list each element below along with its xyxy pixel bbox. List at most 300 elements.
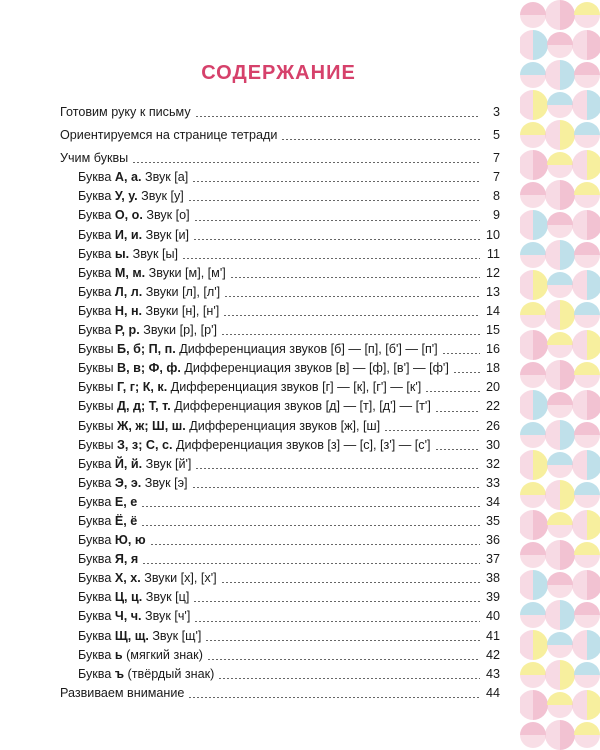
toc-page-number: 7	[492, 170, 500, 185]
toc-entry-label	[78, 264, 226, 283]
toc-page-number: 16	[485, 342, 500, 357]
toc-entry-suffix: Звук [ч']	[141, 609, 191, 624]
half-circle-shape	[545, 360, 560, 390]
half-circle-shape	[574, 662, 600, 675]
toc-entry-letter: Э, э.	[114, 475, 142, 490]
toc-entry-prefix: Буква	[78, 647, 115, 662]
toc-entry-prefix: Учим буквы	[60, 151, 129, 166]
toc-page-number: 38	[485, 571, 500, 586]
toc-entry-letter: Г, г; К, к.	[117, 380, 168, 395]
toc-entry	[60, 149, 500, 168]
toc-entry-prefix: Буква	[78, 208, 115, 223]
half-circle-shape	[520, 135, 546, 148]
dot-leader	[223, 315, 480, 316]
half-circle-shape	[520, 510, 533, 540]
half-circle-shape	[520, 362, 546, 375]
half-circle-shape	[587, 330, 600, 360]
toc-entry-label	[60, 684, 184, 703]
half-circle-shape	[574, 495, 600, 508]
toc-entry-label	[78, 226, 189, 245]
toc-entry-letter: Р, р.	[114, 323, 140, 338]
half-circle-shape	[520, 542, 546, 555]
half-circle-shape	[520, 422, 546, 435]
dot-leader	[188, 200, 480, 201]
toc-entry-label	[78, 455, 191, 474]
dot-leader	[192, 181, 480, 182]
toc-entry-label	[78, 302, 219, 321]
toc-entry-label	[78, 474, 188, 493]
half-circle-shape	[587, 390, 600, 420]
toc-entry-label	[60, 103, 191, 122]
toc-entry-prefix: Буква	[78, 189, 115, 204]
half-circle-shape	[574, 542, 600, 555]
toc-page-number: 3	[492, 105, 500, 119]
dot-leader	[218, 678, 480, 679]
toc-entry-label	[78, 493, 137, 512]
half-circle-shape	[547, 405, 573, 418]
half-circle-shape	[547, 392, 573, 405]
half-circle-shape	[520, 662, 546, 675]
dot-leader	[142, 563, 480, 564]
toc-entry	[60, 474, 500, 493]
half-circle-shape	[560, 720, 575, 750]
half-circle-shape	[572, 450, 587, 480]
half-circle-shape	[572, 270, 587, 300]
half-circle-shape	[547, 452, 573, 465]
toc-entry	[60, 588, 500, 607]
dot-leader	[141, 506, 480, 507]
half-circle-shape	[574, 602, 600, 615]
half-circle-shape	[560, 600, 575, 630]
half-circle-shape	[574, 255, 600, 268]
toc-entry-label	[78, 417, 380, 436]
half-circle-shape	[574, 302, 600, 315]
toc-entry	[60, 646, 500, 665]
toc-entry-suffix: Дифференциация звуков [ж], [ш]	[185, 418, 381, 433]
half-circle-shape	[574, 195, 600, 208]
toc-entry-label	[78, 206, 190, 225]
toc-entry	[60, 569, 500, 588]
toc-page-number: 30	[485, 437, 500, 452]
half-circle-shape	[574, 675, 600, 688]
half-circle-shape	[520, 435, 546, 448]
dot-leader	[193, 601, 480, 602]
dot-leader	[453, 372, 480, 373]
half-circle-shape	[547, 105, 573, 118]
half-circle-shape	[547, 45, 573, 58]
toc-entry	[60, 397, 500, 416]
half-circle-shape	[520, 62, 546, 75]
half-circle-shape	[560, 420, 575, 450]
toc-entry-suffix: Звук [щ']	[148, 628, 202, 643]
dot-leader	[230, 277, 480, 278]
toc-entry	[60, 340, 500, 359]
half-circle-shape	[560, 0, 575, 30]
half-circle-shape	[587, 450, 600, 480]
toc-entry-suffix: Дифференциация звуков [г] — [к], [г'] — [к']	[167, 380, 422, 395]
toc-entry-letter: Ц, ц.	[114, 590, 143, 605]
toc-entry-prefix: Буквы	[78, 342, 118, 357]
toc-page-number: 35	[485, 513, 500, 528]
half-circle-shape	[545, 660, 560, 690]
toc-page-number: 12	[485, 265, 500, 280]
toc-entry-prefix: Буквы	[78, 380, 118, 395]
toc-entry	[60, 321, 500, 340]
half-circle-shape	[545, 0, 560, 30]
toc-page-number: 22	[485, 399, 500, 414]
toc-entry-suffix: Звуки [л], [л']	[142, 284, 221, 299]
toc-entry-prefix: Буква	[78, 265, 115, 280]
toc-page-number: 40	[485, 609, 500, 624]
half-circle-shape	[572, 570, 587, 600]
half-circle-shape	[574, 555, 600, 568]
half-circle-shape	[547, 705, 573, 718]
toc-page-number: 36	[485, 533, 500, 548]
toc-entry-prefix: Буква	[78, 628, 115, 643]
toc-entry	[60, 436, 500, 455]
toc-entry-letter: М, м.	[114, 265, 146, 280]
toc-entry-suffix: (твёрдый знак)	[124, 666, 215, 681]
half-circle-shape	[520, 390, 533, 420]
toc-entry-label	[60, 126, 277, 145]
half-circle-shape	[587, 270, 600, 300]
toc-entry-suffix: Звуки [р], [р']	[139, 323, 217, 338]
toc-entry	[60, 245, 500, 264]
half-circle-shape	[533, 90, 548, 120]
dot-leader	[435, 449, 480, 450]
half-circle-shape	[547, 645, 573, 658]
half-circle-shape	[587, 150, 600, 180]
half-circle-shape	[520, 450, 533, 480]
half-circle-shape	[574, 122, 600, 135]
half-circle-shape	[574, 182, 600, 195]
half-circle-shape	[560, 540, 575, 570]
half-circle-shape	[547, 165, 573, 178]
half-circle-shape	[574, 735, 600, 748]
half-circle-shape	[547, 92, 573, 105]
half-circle-shape	[560, 300, 575, 330]
half-circle-shape	[572, 210, 587, 240]
toc-entry-letter: ь	[114, 647, 123, 662]
toc-entry-label	[78, 627, 201, 646]
toc-page-number: 43	[485, 666, 500, 681]
toc-entry	[60, 607, 500, 626]
half-circle-shape	[520, 2, 546, 15]
half-circle-shape	[520, 255, 546, 268]
half-circle-shape	[545, 120, 560, 150]
table-of-contents	[60, 103, 500, 703]
half-circle-shape	[533, 390, 548, 420]
toc-entry-prefix: Готовим руку к письму	[60, 105, 191, 119]
dot-leader	[182, 258, 480, 259]
half-circle-shape	[533, 450, 548, 480]
half-circle-shape	[547, 512, 573, 525]
half-circle-shape	[545, 600, 560, 630]
toc-page-number: 33	[485, 475, 500, 490]
half-circle-shape	[520, 210, 533, 240]
toc-entry	[60, 550, 500, 569]
toc-entry-suffix: Звуки [х], [х']	[140, 571, 217, 586]
toc-entry	[60, 103, 500, 122]
half-circle-shape	[520, 570, 533, 600]
half-circle-shape	[572, 30, 587, 60]
toc-entry-label	[60, 149, 128, 168]
toc-entry-letter: З, з; С, с.	[117, 437, 173, 452]
toc-entry	[60, 493, 500, 512]
half-circle-shape	[520, 75, 546, 88]
half-circle-shape	[520, 30, 533, 60]
dot-leader	[195, 468, 480, 469]
toc-entry	[60, 206, 500, 225]
toc-entry-letter: А, а.	[114, 170, 142, 185]
toc-entry-prefix: Буквы	[78, 437, 118, 452]
toc-entry-suffix: (мягкий знак)	[122, 647, 203, 662]
half-circle-shape	[520, 15, 546, 28]
dot-leader	[192, 487, 480, 488]
half-circle-shape	[547, 285, 573, 298]
half-circle-shape	[533, 570, 548, 600]
half-circle-shape	[574, 75, 600, 88]
toc-entry-letter: Е, е	[114, 494, 138, 509]
half-circle-shape	[572, 330, 587, 360]
dot-leader	[188, 697, 480, 698]
half-circle-shape	[520, 122, 546, 135]
half-circle-shape	[545, 60, 560, 90]
dot-leader	[193, 239, 480, 240]
dot-leader	[281, 139, 480, 140]
toc-entry-label	[78, 340, 438, 359]
toc-entry-letter: ы.	[114, 246, 130, 261]
toc-entry-suffix: Звук [э]	[141, 475, 188, 490]
half-circle-shape	[574, 242, 600, 255]
half-circle-shape	[560, 480, 575, 510]
half-circle-shape	[587, 630, 600, 660]
half-circle-shape	[547, 585, 573, 598]
half-circle-shape	[560, 180, 575, 210]
decorative-pattern	[520, 0, 600, 750]
half-circle-shape	[520, 195, 546, 208]
half-circle-shape	[547, 32, 573, 45]
toc-entry	[60, 359, 500, 378]
toc-entry-suffix: Звук [ы]	[129, 246, 178, 261]
toc-entry	[60, 168, 500, 187]
half-circle-shape	[560, 360, 575, 390]
half-circle-shape	[520, 270, 533, 300]
half-circle-shape	[587, 30, 600, 60]
half-circle-shape	[587, 210, 600, 240]
toc-page-number: 10	[485, 227, 500, 242]
toc-page-number: 37	[485, 552, 500, 567]
dot-leader	[194, 220, 480, 221]
toc-entry-letter: Ю, ю	[114, 533, 146, 548]
toc-entry-prefix: Буквы	[78, 399, 118, 414]
toc-entry-label	[78, 569, 217, 588]
toc-entry	[60, 531, 500, 550]
half-circle-shape	[545, 180, 560, 210]
half-circle-shape	[587, 690, 600, 720]
toc-entry-prefix: Буквы	[78, 418, 118, 433]
half-circle-shape	[574, 435, 600, 448]
half-circle-shape	[587, 570, 600, 600]
dot-leader	[425, 391, 480, 392]
toc-page-number: 34	[485, 494, 500, 509]
toc-entry-suffix: Звуки [н], [н']	[142, 303, 220, 318]
dot-leader	[195, 116, 480, 117]
toc-entry-prefix: Буква	[78, 513, 115, 528]
toc-entry-suffix: Дифференциация звуков [в] — [ф], [в'] — [ф']	[180, 361, 449, 376]
toc-entry-label	[78, 397, 431, 416]
half-circle-shape	[545, 420, 560, 450]
toc-entry-prefix: Буква	[78, 456, 115, 471]
half-circle-shape	[547, 572, 573, 585]
toc-entry-suffix: Звук [о]	[142, 208, 190, 223]
toc-entry-suffix: Звук [ц]	[142, 590, 190, 605]
half-circle-shape	[574, 135, 600, 148]
half-circle-shape	[520, 555, 546, 568]
toc-page-number: 5	[492, 128, 500, 143]
toc-entry-suffix: Звук [а]	[141, 170, 189, 185]
toc-page-number: 7	[492, 151, 500, 166]
toc-entry-label	[78, 436, 431, 455]
half-circle-shape	[520, 150, 533, 180]
half-circle-shape	[574, 62, 600, 75]
half-circle-shape	[533, 30, 548, 60]
half-circle-shape	[520, 482, 546, 495]
dot-leader	[221, 334, 480, 335]
toc-entry-prefix: Буква	[78, 666, 115, 681]
toc-page-number: 13	[485, 284, 500, 299]
half-circle-shape	[520, 90, 533, 120]
toc-entry-suffix: Дифференциация звуков [б] — [п], [б'] — [п']	[175, 342, 438, 357]
dot-leader	[205, 640, 480, 641]
toc-entry-letter: ъ	[114, 666, 125, 681]
half-circle-shape	[547, 272, 573, 285]
toc-entry-label	[78, 321, 217, 340]
toc-page-number: 32	[485, 456, 500, 471]
toc-page-number: 18	[485, 361, 500, 376]
toc-entry-prefix: Буква	[78, 170, 115, 185]
half-circle-shape	[533, 630, 548, 660]
toc-entry-label	[78, 607, 190, 626]
toc-entry-prefix: Буква	[78, 590, 115, 605]
toc-entry-prefix: Буква	[78, 552, 115, 567]
half-circle-shape	[574, 315, 600, 328]
dot-leader	[194, 621, 480, 622]
half-circle-shape	[533, 210, 548, 240]
toc-entry-label	[78, 665, 214, 684]
half-circle-shape	[520, 330, 533, 360]
toc-entry-prefix: Ориентируемся на странице тетради	[60, 128, 278, 143]
half-circle-shape	[574, 375, 600, 388]
toc-entry-prefix: Буква	[78, 494, 115, 509]
half-circle-shape	[574, 422, 600, 435]
half-circle-shape	[572, 690, 587, 720]
toc-entry-prefix: Буква	[78, 246, 115, 261]
half-circle-shape	[533, 330, 548, 360]
toc-entry-letter: Х, х.	[114, 571, 141, 586]
half-circle-shape	[520, 615, 546, 628]
toc-page-number: 9	[492, 208, 500, 223]
toc-page-number: 11	[486, 246, 500, 261]
half-circle-shape	[574, 2, 600, 15]
toc-entry-letter: И, и.	[114, 227, 143, 242]
half-circle-shape	[520, 690, 533, 720]
toc-entry-prefix: Развиваем внимание	[60, 685, 185, 700]
toc-entry	[60, 264, 500, 283]
half-circle-shape	[587, 510, 600, 540]
toc-entry-label	[78, 283, 220, 302]
half-circle-shape	[547, 632, 573, 645]
half-circle-shape	[545, 720, 560, 750]
toc-entry	[60, 226, 500, 245]
half-circle-shape	[533, 150, 548, 180]
toc-entry-letter: Л, л.	[114, 284, 143, 299]
half-circle-shape	[574, 482, 600, 495]
half-circle-shape	[520, 242, 546, 255]
toc-entry-suffix: Дифференциация звуков [д] — [т], [д'] — [т']	[170, 399, 431, 414]
toc-page-number: 44	[485, 685, 500, 700]
toc-entry-label	[78, 588, 189, 607]
toc-page-number: 41	[485, 628, 500, 643]
toc-entry-label	[78, 531, 146, 550]
toc-entry-prefix: Буква	[78, 533, 115, 548]
toc-entry	[60, 665, 500, 684]
toc-entry	[60, 187, 500, 206]
dot-leader	[384, 430, 480, 431]
toc-entry	[60, 512, 500, 531]
half-circle-shape	[547, 152, 573, 165]
toc-entry-prefix: Буква	[78, 571, 115, 586]
half-circle-shape	[520, 602, 546, 615]
toc-entry-prefix: Буква	[78, 475, 115, 490]
dot-leader	[442, 353, 480, 354]
toc-entry-label	[78, 168, 188, 187]
toc-entry-label	[78, 378, 421, 397]
half-circle-shape	[547, 225, 573, 238]
toc-entry-label	[78, 245, 178, 264]
half-circle-shape	[520, 722, 546, 735]
toc-entry-prefix: Буква	[78, 284, 115, 299]
half-circle-shape	[572, 630, 587, 660]
half-circle-shape	[560, 660, 575, 690]
dot-leader	[435, 411, 480, 412]
toc-page-number: 39	[485, 590, 500, 605]
toc-entry	[60, 378, 500, 397]
half-circle-shape	[560, 120, 575, 150]
dot-leader	[221, 582, 480, 583]
half-circle-shape	[572, 150, 587, 180]
toc-entry-letter: В, в; Ф, ф.	[117, 361, 181, 376]
toc-page-number: 20	[485, 380, 500, 395]
half-circle-shape	[520, 315, 546, 328]
half-circle-shape	[545, 240, 560, 270]
half-circle-shape	[533, 510, 548, 540]
half-circle-shape	[572, 510, 587, 540]
half-circle-shape	[587, 90, 600, 120]
dot-leader	[224, 296, 480, 297]
toc-entry-letter: Щ, щ.	[114, 628, 149, 643]
toc-entry-label	[78, 646, 203, 665]
half-circle-shape	[545, 480, 560, 510]
toc-entry	[60, 417, 500, 436]
half-circle-shape	[533, 270, 548, 300]
half-circle-shape	[572, 90, 587, 120]
half-circle-shape	[545, 540, 560, 570]
toc-entry-letter: Й, й.	[114, 456, 143, 471]
toc-page-number: 14	[485, 303, 500, 318]
toc-entry-prefix: Буква	[78, 227, 115, 242]
toc-entry-letter: Б, б; П, п.	[117, 342, 176, 357]
